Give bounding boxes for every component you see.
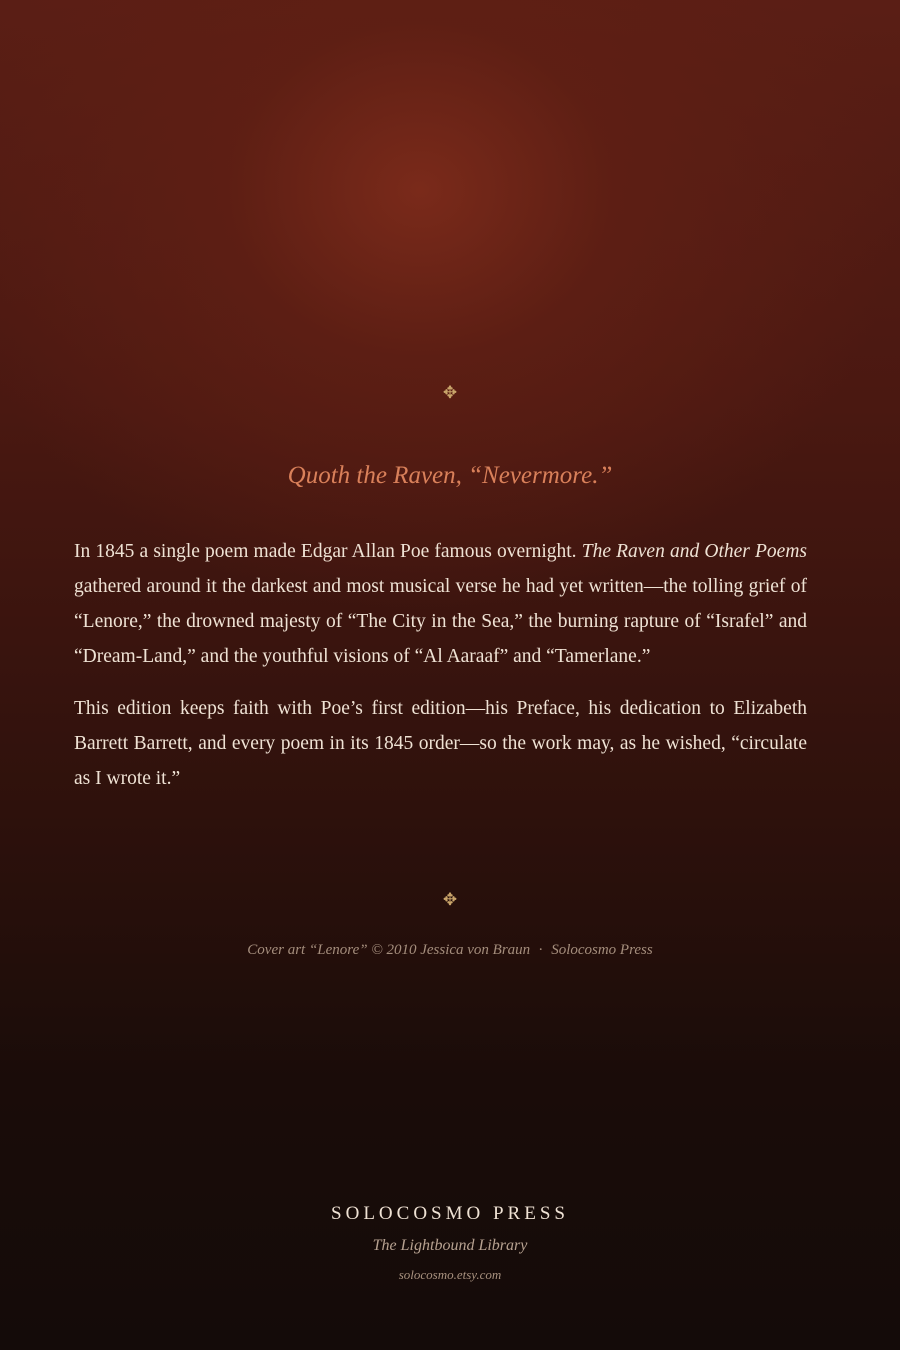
paragraph-1-rest: gathered around it the darkest and most musical verse he had yet written—the tolling grief of “Lenore,” the drowned majesty of “The City in the Sea,” the burning rapture of “Israfel” and “Dream-Land,” and the youthful visions of “Al Aaraaf” and “Tamerlane.”	[74, 576, 807, 667]
paragraph-1-lead: In 1845 a single poem made Edgar Allan Poe famous overnight.	[74, 541, 582, 562]
description-paragraph-2: This edition keeps faith with Poe’s first edition—his Preface, his dedication to Elizabeth Barrett Barrett, and every poem in its 1845 order—so the work may, as he wished, “circulate as I wrote it.”	[74, 698, 807, 789]
description	[74, 534, 807, 813]
book-title-italic: The Raven and Other Poems	[581, 541, 808, 562]
press-url: solocosmo.etsy.com	[398, 1267, 502, 1282]
credit-separator: ·	[538, 942, 544, 958]
epigraph: Quoth the Raven, “Nevermore.”	[287, 462, 613, 489]
library-name: The Lightbound Library	[372, 1237, 528, 1254]
cover-credit	[0, 937, 900, 963]
credit-publisher: Solocosmo Press	[551, 942, 653, 958]
ornament-bottom-icon: ✥	[442, 890, 458, 910]
cover-art-credit: Cover art “Lenore” © 2010 Jessica von Braun	[247, 942, 531, 958]
description-paragraph-1	[74, 534, 807, 674]
ornament-top-icon: ✥	[442, 383, 458, 403]
press-name: SOLOCOSMO PRESS	[331, 1203, 569, 1224]
